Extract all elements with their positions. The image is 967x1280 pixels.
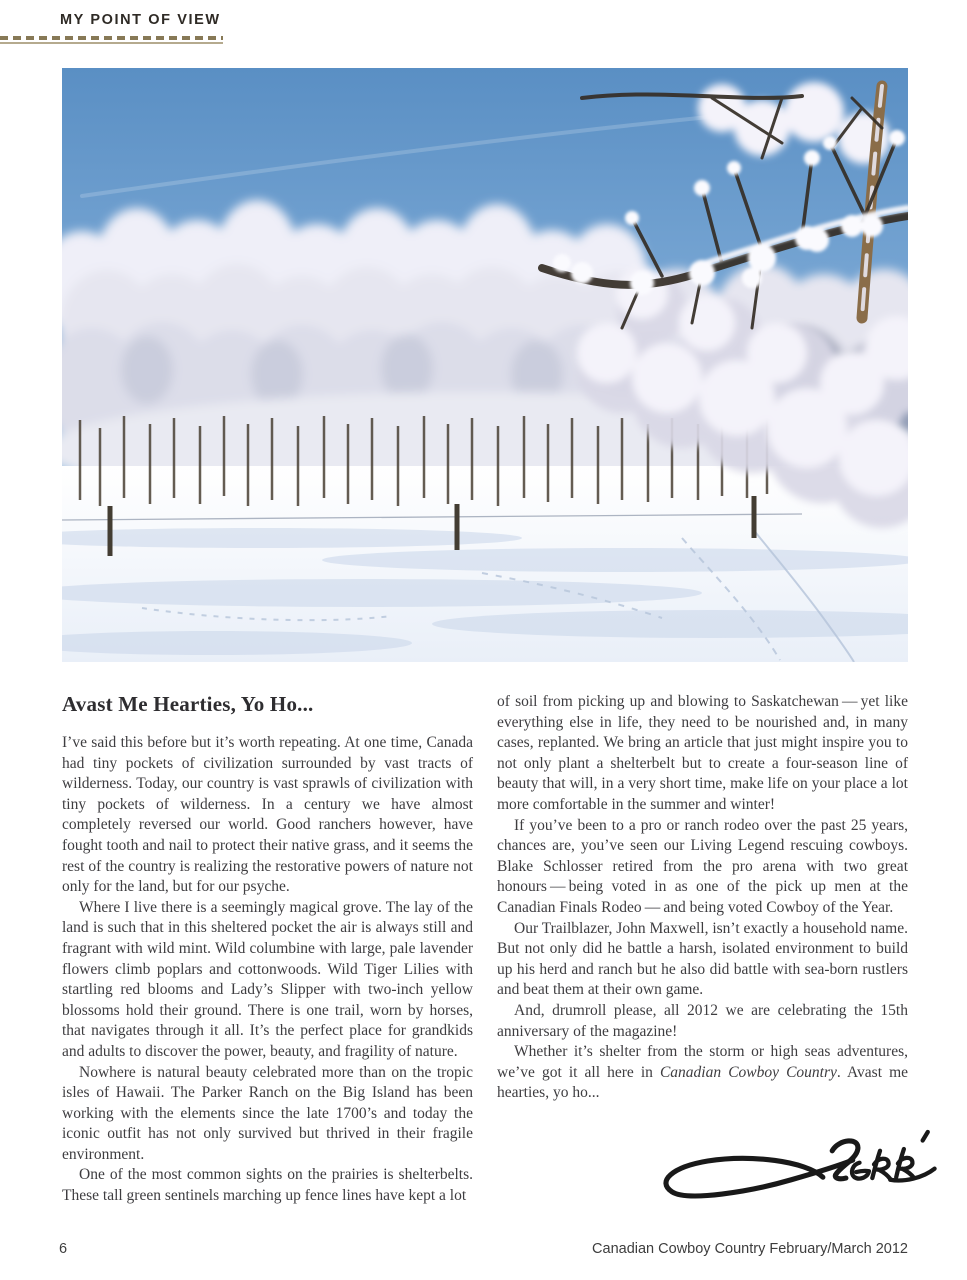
paragraph: And, drumroll please, all 2012 we are celebrating the 15th anniversary of the magazine! bbox=[497, 1001, 908, 1040]
signature-graphic bbox=[648, 1128, 938, 1223]
editor-signature bbox=[648, 1128, 938, 1223]
paragraph: Where I live there is a seemingly magical grove. The lay of the land is such that in this sheltered pocket the air is always still and fragrant with wild mint. Wild columbine with large, pale lavender flowers climb poplars and cottonwoods. Wild Tiger Lilies with startling red blooms and Lady’s Slipper with two-inch yellow blossoms hold their ground. There is one trail, worn by horses, that navigates through it all. It’s the perfect place for grandkids and adults to discover the power, beauty, and fragility of nature. bbox=[62, 898, 473, 1060]
paragraph: Our Trailblazer, John Maxwell, isn’t exactly a household name. But not only did he battle a harsh, isolated environment to build up his herd and ranch but he also did battle with sea-born rustlers and beat them at their own game. bbox=[497, 919, 908, 999]
magazine-credit: Canadian Cowboy Country February/March 2012 bbox=[592, 1241, 908, 1257]
kicker-rule bbox=[0, 36, 223, 44]
closing-pre: Whether it’s shelter from the storm or high seas adventures, we’ve got it all here in bbox=[497, 1043, 908, 1081]
paragraph: of soil from picking up and blowing to Saskatchewan — yet like everything else in life, they need to be nourished and, in many cases, replanted. We bring an article that just might inspire you to not only plant a shelterbelt but to create a four-season line of beauty that will, in a very short time, make life on your place a lot more comfortable in the summer and winter! bbox=[497, 693, 908, 813]
paragraph: If you’ve been to a pro or ranch rodeo over the past 25 years, chances are, you’ve seen our Living Legend rescuing cowboys. Blake Schlosser retired from the pro arena with two great honours — being voted in as one of the pick up men at the Canadian Finals Rodeo — and being voted Cowboy of the Year. bbox=[497, 816, 908, 916]
paragraph: One of the most common sights on the prairies is shelterbelts. These tall green sentinels marching up fence lines have kept a lot bbox=[62, 1166, 473, 1205]
paragraph: I’ve said this before but it’s worth repeating. At one time, Canada had tiny pockets of civilization surrounded by vast tracts of wilderness. Today, our country is vast sprawls of civilization with tiny pockets of wilderness. In a century we have almost completely reversed our world. Good ranchers however, have fought tooth and nail to protect their native grass, and it seems the rest of the country is realizing the restorative powers of nature not only for the land, but for our psyche. bbox=[62, 734, 473, 896]
column-left bbox=[62, 692, 473, 1207]
paragraph-closing bbox=[497, 1042, 908, 1104]
page-number: 6 bbox=[59, 1241, 68, 1257]
kicker-rule-solid bbox=[0, 42, 223, 44]
winter-photo bbox=[62, 68, 908, 662]
magazine-name: Canadian Cowboy Country bbox=[659, 1063, 837, 1081]
section-kicker: MY POINT OF VIEW bbox=[60, 12, 221, 28]
kicker-rule-dashes bbox=[0, 36, 223, 40]
article-title: Avast Me Hearties, Yo Ho... bbox=[62, 692, 314, 716]
paragraph: Nowhere is natural beauty celebrated more than on the tropic isles of Hawaii. The Parker Ranch on the Big Island has been working with the elements since the late 1700’s and today the iconic outfit has not only survived but thrived in their fragile environment. bbox=[62, 1063, 473, 1163]
winter-photo-graphic bbox=[62, 68, 908, 662]
closing-post: . Avast me hearties, yo ho... bbox=[497, 1063, 909, 1102]
